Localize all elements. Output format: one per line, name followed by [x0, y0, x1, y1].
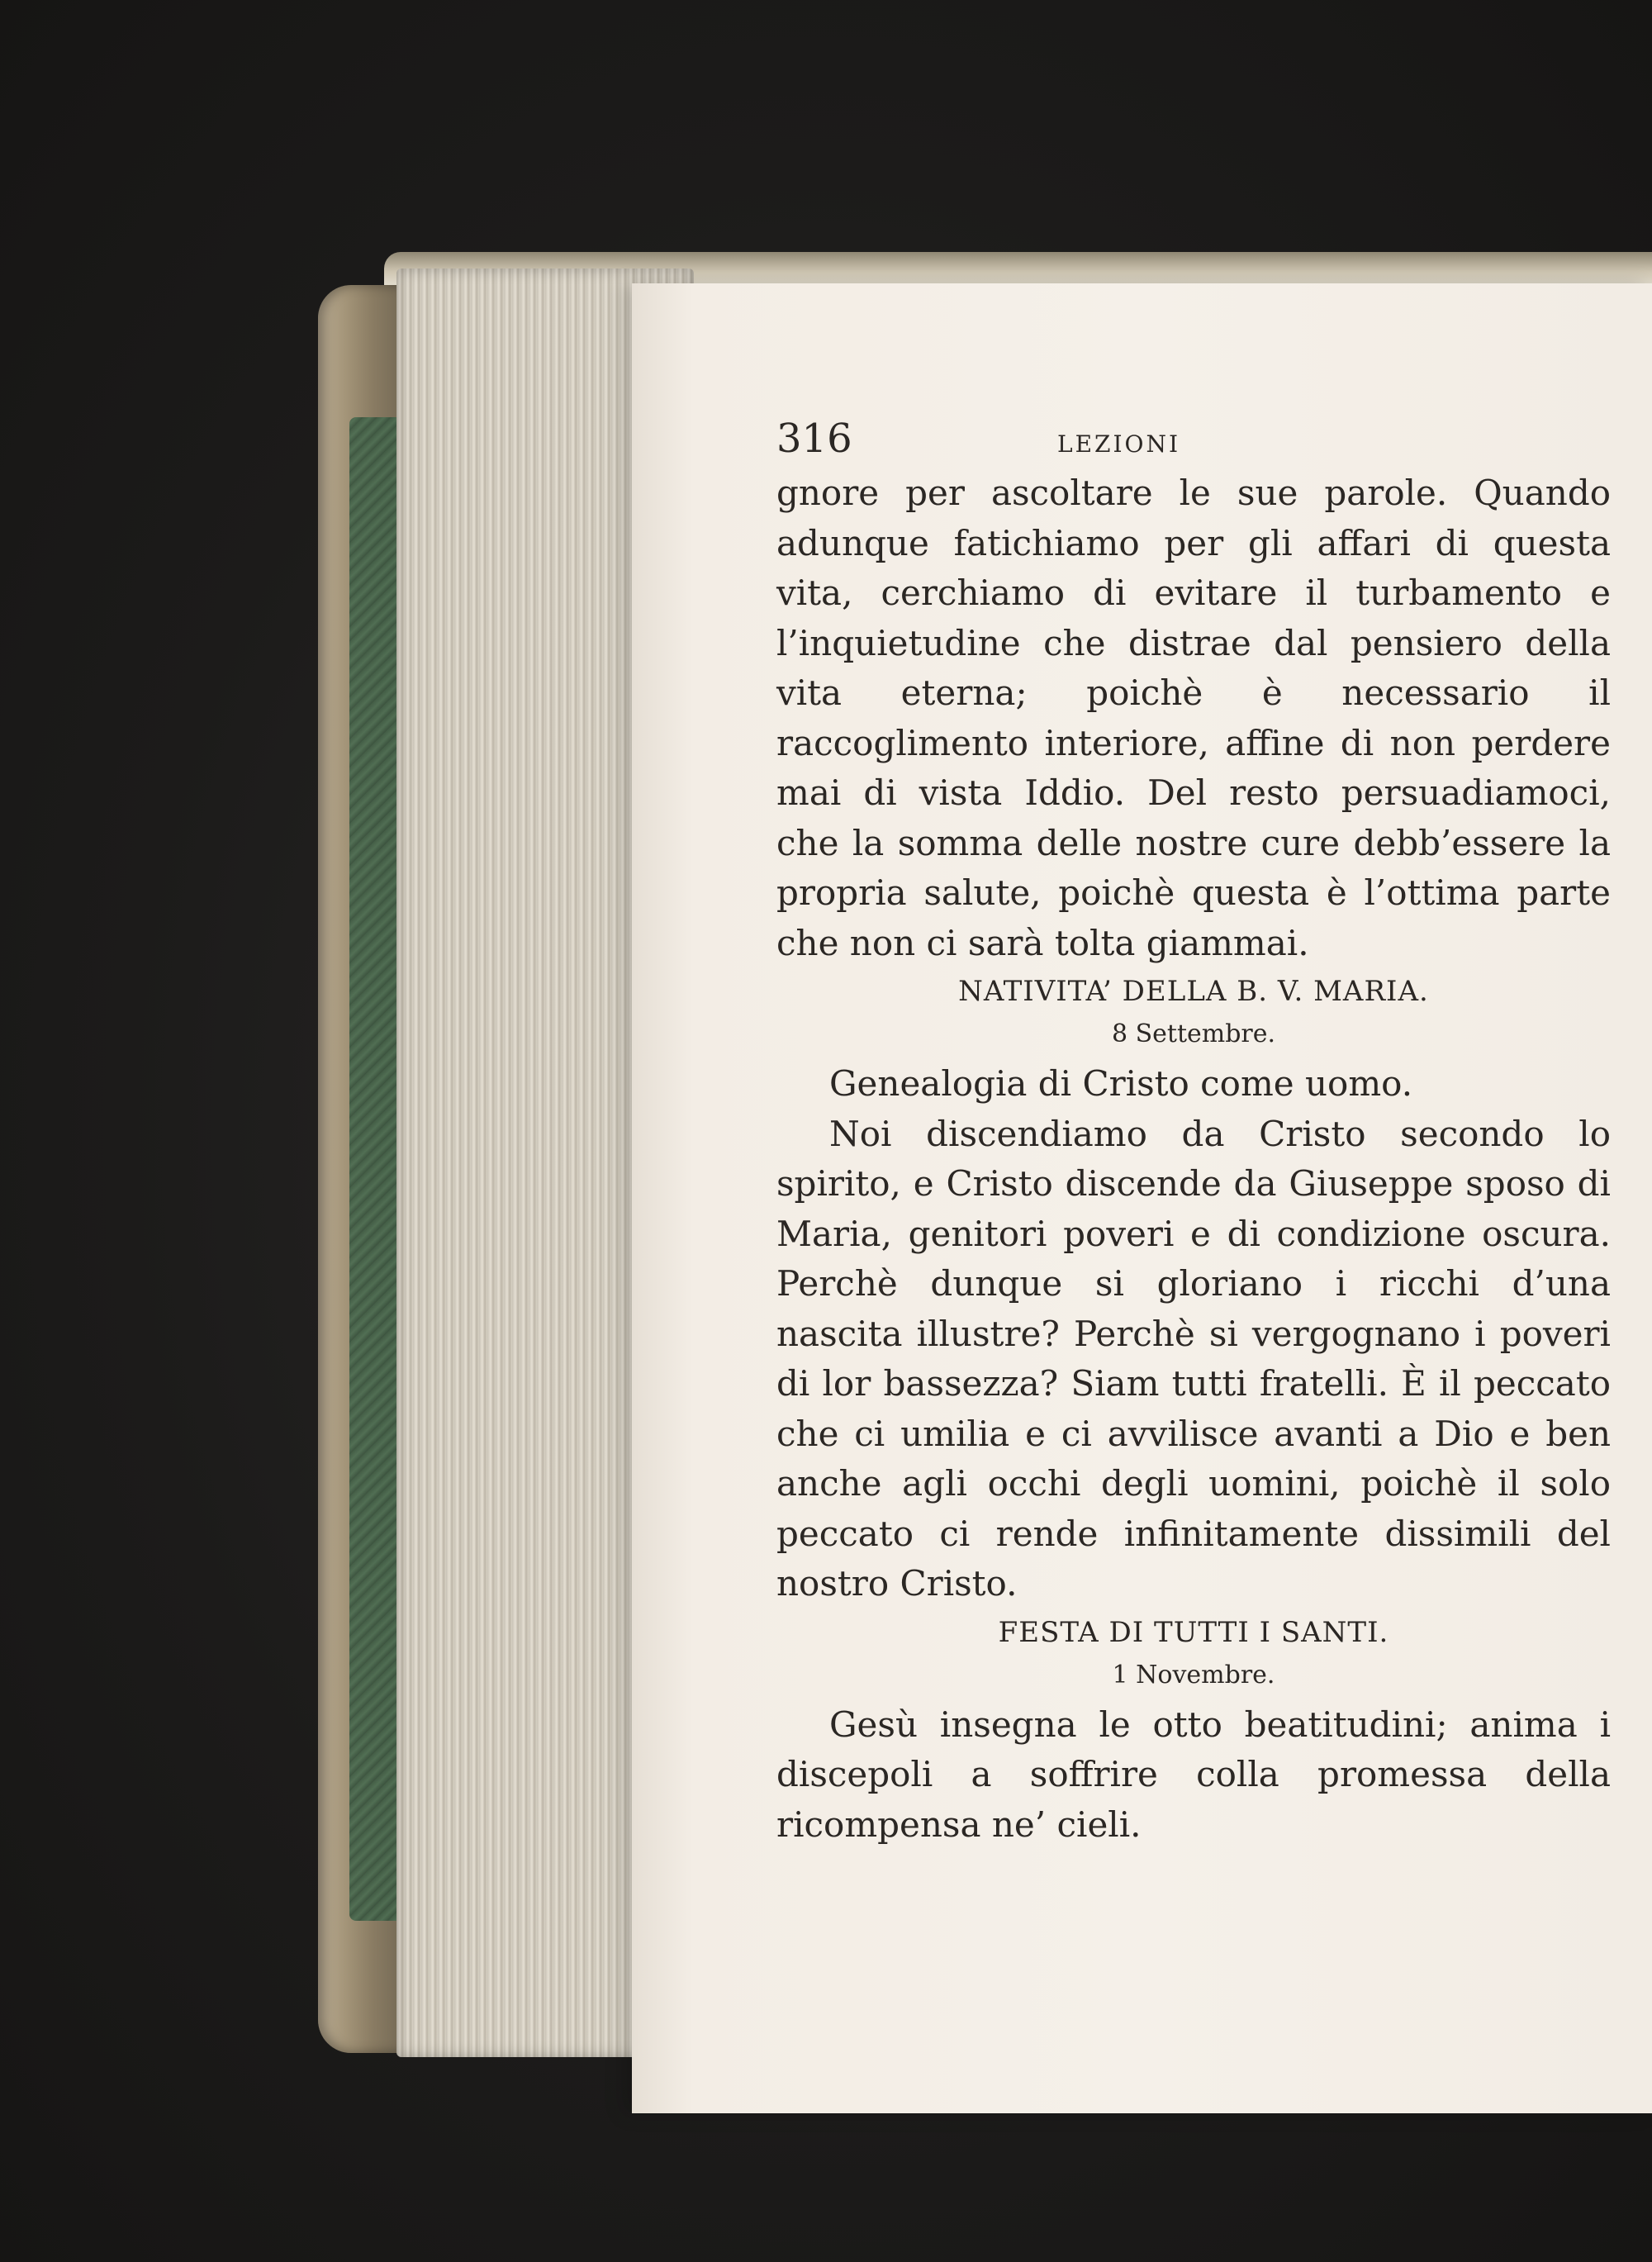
open-book — [318, 252, 1652, 2082]
nativity-date: 8 Settembre. — [1111, 1019, 1276, 1048]
all-saints-paragraph: Gesù insegna le otto beatitudini; anima i discepoli a soffrire colla promessa della ricompensa ne’ cieli. — [776, 1704, 1611, 1845]
page-number: 316 — [776, 416, 852, 462]
nativity-paragraph: Noi discendiamo da Cristo secondo lo spirito, e Cristo discende da Giuseppe sposo di Maria, genitori poveri e di condizione oscura. Perchè dunque si gloriano i ricchi d’una nascita illustre? Perchè si vergognano i poveri di lor bassezza? Siam tutti fratelli. È il peccato che ci umilia e ci avvilisce avanti a Dio e ben anche agli occhi degli uomini, poichè il solo peccato ci rende infinitamente dissimili del nostro Cristo. — [776, 1113, 1611, 1604]
continuation-paragraph: gnore per ascoltare le sue parole. Quando adunque fatichiamo per gli affari di questa vita, cerchiamo di evitare il turbamento e l’inquietudine che distrae dal pensiero della vita eterna; poichè è necessario il raccoglimento interiore, affine di non perdere mai di vista Iddio. Del resto persuadiamoci, che la somma delle nostre cure debb’essere la propria salute, poichè questa è l’ottima parte che non ci sarà tolta giammai. — [776, 473, 1611, 963]
nativity-heading: NATIVITA’ DELLA B. V. MARIA. — [958, 975, 1429, 1008]
all-saints-heading: FESTA DI TUTTI I SANTI. — [998, 1615, 1389, 1649]
page-content — [776, 416, 1611, 1850]
book-page — [632, 283, 1652, 2113]
nativity-subject: Genealogia di Cristo come uomo. — [829, 1063, 1413, 1104]
all-saints-date: 1 Novembre. — [1112, 1660, 1275, 1689]
running-title: LEZIONI — [1057, 430, 1181, 458]
running-head — [776, 416, 1611, 468]
